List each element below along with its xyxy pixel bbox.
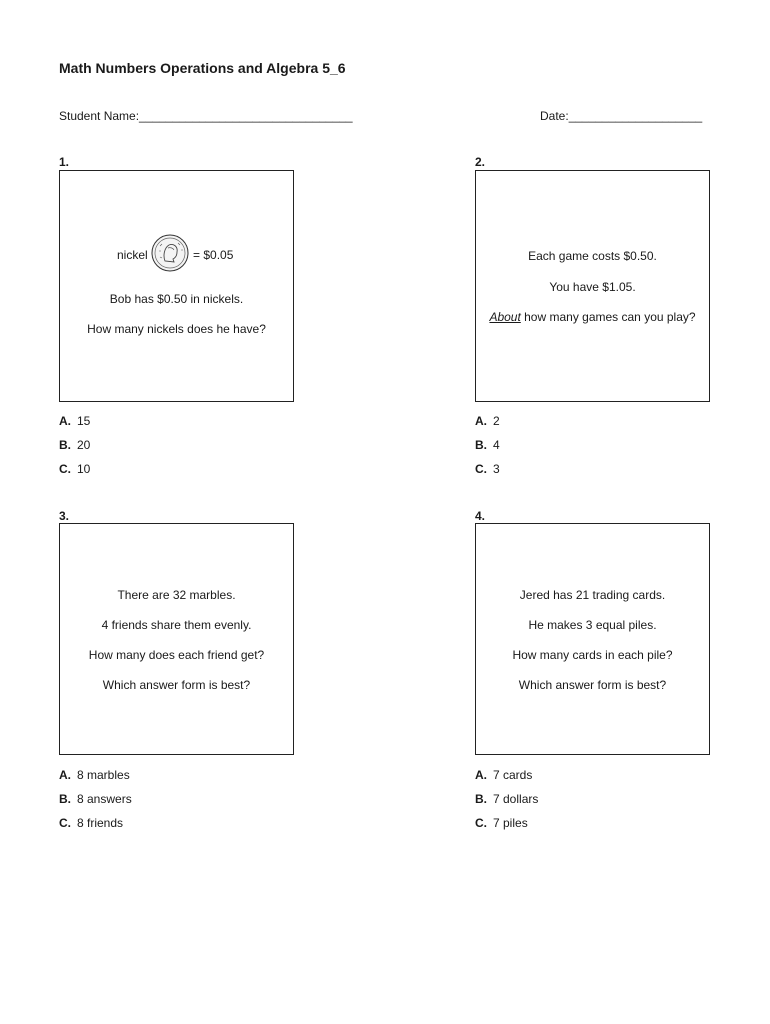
about-word: About <box>489 310 521 324</box>
question-2-line-3 <box>476 310 709 324</box>
question-4-line-3: How many cards in each pile? <box>512 648 673 662</box>
question-1-choice-b[interactable]: B. 20 <box>59 438 91 452</box>
question-3-line-1: There are 32 marbles. <box>117 588 236 602</box>
question-2-choice-a[interactable]: A. 2 <box>475 414 500 428</box>
question-3-choice-c[interactable]: C. 8 friends <box>59 816 124 830</box>
question-4-choice-a[interactable]: A. 7 cards <box>475 768 533 782</box>
question-3-box <box>59 523 294 755</box>
question-3-choice-b[interactable]: B. 8 answers <box>59 792 132 806</box>
question-3-line-2: 4 friends share them evenly. <box>101 618 252 632</box>
student-name-label: Student Name: <box>59 109 140 123</box>
coin-value: = $0.05 <box>193 248 234 262</box>
question-4-line-4: Which answer form is best? <box>518 678 667 692</box>
question-4-number: 4. <box>475 509 486 523</box>
question-4-choice-c[interactable]: C. 7 piles <box>475 816 528 830</box>
date-label: Date: <box>540 109 569 123</box>
coin-label: nickel <box>117 248 148 262</box>
question-1-line-2: How many nickels does he have? <box>87 322 266 336</box>
question-3-choice-a[interactable]: A. 8 marbles <box>59 768 130 782</box>
question-2-line-1: Each game costs $0.50. <box>528 249 657 263</box>
question-2-number: 2. <box>475 155 486 169</box>
about-rest: how many games can you play? <box>520 310 696 324</box>
question-2-choice-b[interactable]: B. 4 <box>475 438 500 452</box>
question-4-line-2: He makes 3 equal piles. <box>528 618 657 632</box>
question-1-number: 1. <box>59 155 70 169</box>
question-3-line-3: How many does each friend get? <box>88 648 265 662</box>
question-2-box <box>475 170 710 402</box>
question-1-choice-a[interactable]: A. 15 <box>59 414 91 428</box>
worksheet-title: Math Numbers Operations and Algebra 5_6 <box>59 60 346 76</box>
question-3-line-4: Which answer form is best? <box>102 678 251 692</box>
question-1-choice-c[interactable]: C. 10 <box>59 462 91 476</box>
question-2-line-2: You have $1.05. <box>549 280 636 294</box>
date-blank: ____________________ <box>568 109 703 123</box>
nickel-coin-icon <box>151 234 189 272</box>
question-3-number: 3. <box>59 509 70 523</box>
question-1-line-1: Bob has $0.50 in nickels. <box>109 292 244 306</box>
date-field[interactable] <box>540 109 702 123</box>
question-4-line-1: Jered has 21 trading cards. <box>519 588 666 602</box>
question-4-box <box>475 523 710 755</box>
student-name-blank: ________________________________ <box>139 109 353 123</box>
question-1-box <box>59 170 294 402</box>
student-name-field[interactable] <box>59 109 353 123</box>
question-2-choice-c[interactable]: C. 3 <box>475 462 500 476</box>
question-4-choice-b[interactable]: B. 7 dollars <box>475 792 539 806</box>
